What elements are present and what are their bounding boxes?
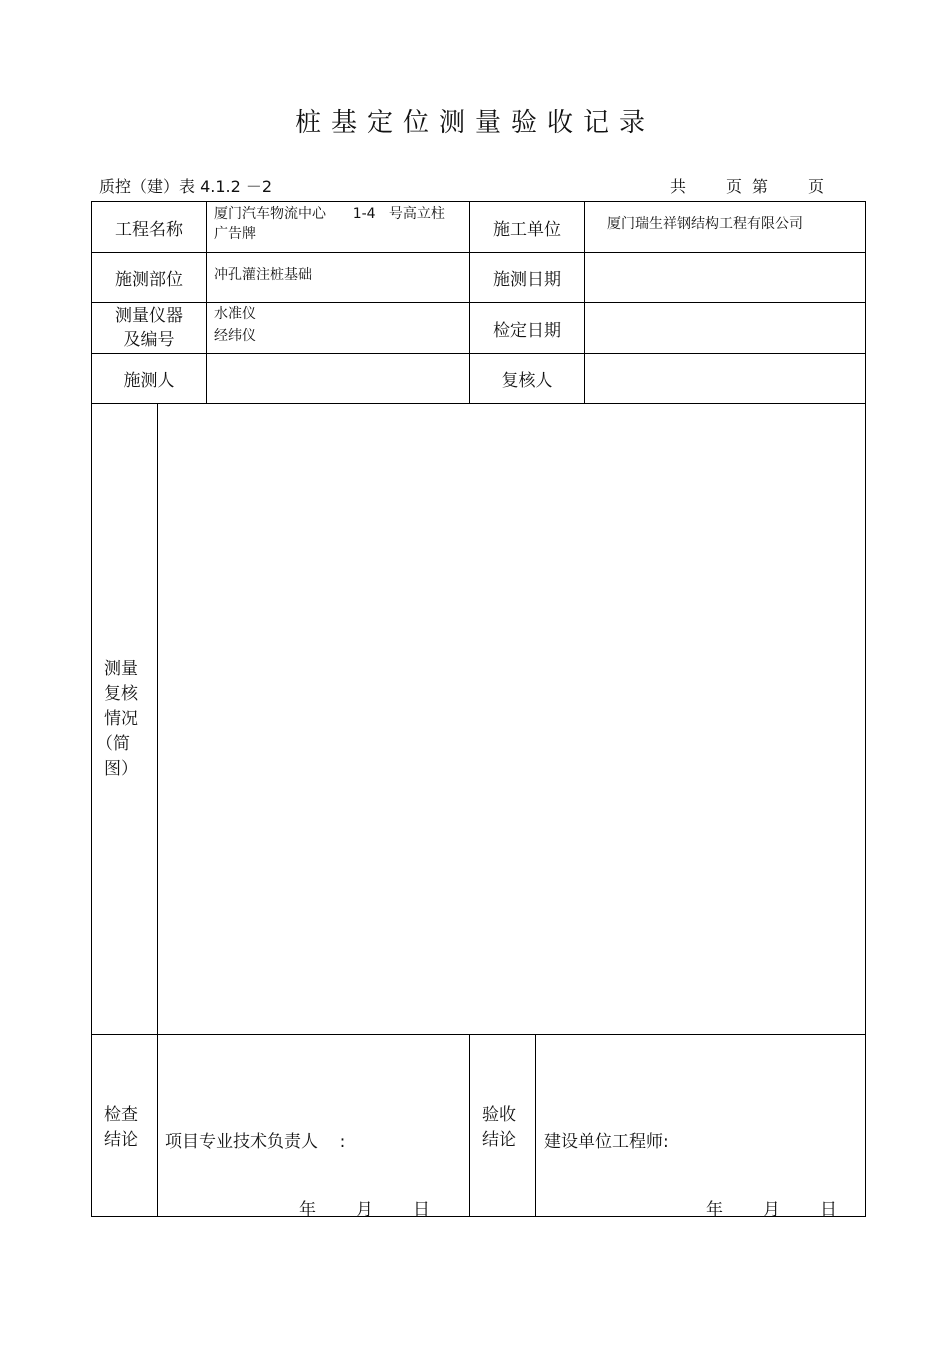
- survey-part-label: 施测部位: [115, 270, 183, 290]
- survey-review-label-line: 图）: [104, 759, 138, 779]
- instrument-label: [92, 303, 206, 353]
- calibration-date-value: [590, 303, 860, 353]
- survey-date-value: [590, 253, 860, 302]
- surveyor-label: 施测人: [123, 371, 175, 391]
- page-label-2: 页: [808, 177, 825, 196]
- acceptance-conclusion-label: [482, 1103, 532, 1153]
- inspection-date: [299, 1195, 430, 1220]
- column-divider: [206, 201, 207, 403]
- month-label: 月: [356, 1200, 373, 1220]
- construction-unit-label: 施工单位: [493, 219, 561, 240]
- instrument-value: [214, 303, 466, 347]
- survey-review-label-line: 复核: [104, 684, 138, 704]
- row-divider: [91, 1034, 866, 1035]
- column-divider: [535, 1034, 536, 1217]
- reviewer-label: 复核人: [501, 371, 553, 391]
- inspection-label-line: 检查: [104, 1105, 138, 1125]
- survey-review-label: [96, 657, 154, 782]
- surveyor-value: [214, 354, 466, 403]
- instrument-label-line1: 测量仪器: [115, 306, 183, 326]
- column-divider: [584, 201, 585, 403]
- year-label: 年: [706, 1200, 723, 1220]
- construction-unit-value: 厦门瑞生祥钢结构工程有限公司: [607, 216, 803, 232]
- acceptance-label-line: 结论: [482, 1130, 516, 1150]
- project-name-value-line2: 广告牌: [214, 226, 256, 242]
- project-name-label: 工程名称: [115, 219, 183, 240]
- project-name-value-line1: 厦门汽车物流中心 1-4 号高立柱: [214, 206, 445, 222]
- reviewer-value: [590, 354, 860, 403]
- survey-sketch-area: [158, 404, 865, 1034]
- survey-review-label-line: 情况: [104, 709, 138, 729]
- owner-engineer-signature-label: 建设单位工程师:: [544, 1132, 669, 1152]
- acceptance-date: [706, 1195, 837, 1220]
- day-label: 日: [820, 1200, 837, 1220]
- survey-review-label-line: 测量: [104, 659, 138, 679]
- day-label: 日: [413, 1200, 430, 1220]
- calibration-date-label: 检定日期: [493, 320, 561, 341]
- year-label: 年: [299, 1200, 316, 1220]
- survey-date-label: 施测日期: [493, 270, 561, 290]
- form-code: 质控（建）表 4.1.2 －2: [99, 177, 273, 196]
- survey-part-value: 冲孔灌注桩基础: [214, 267, 312, 283]
- technical-lead-signature-label: 项目专业技术负责人 :: [165, 1132, 346, 1152]
- project-name-value: [214, 202, 466, 252]
- column-divider: [469, 1034, 470, 1217]
- acceptance-label-line: 验收: [482, 1105, 516, 1125]
- instrument-value-line1: 水准仪: [214, 306, 256, 322]
- inspection-label-line: 结论: [104, 1130, 138, 1150]
- instrument-label-line2: 及编号: [123, 330, 175, 350]
- page-total-label: 共: [670, 177, 687, 196]
- instrument-value-line2: 经纬仪: [214, 328, 256, 344]
- page-info: [670, 174, 824, 197]
- survey-review-label-line: （简: [96, 734, 130, 754]
- page-nth-label: 第: [752, 177, 769, 196]
- page-label: 页: [726, 177, 743, 196]
- month-label: 月: [763, 1200, 780, 1220]
- inspection-conclusion-label: [104, 1103, 154, 1153]
- page-title: 桩基定位测量验收记录: [294, 108, 655, 138]
